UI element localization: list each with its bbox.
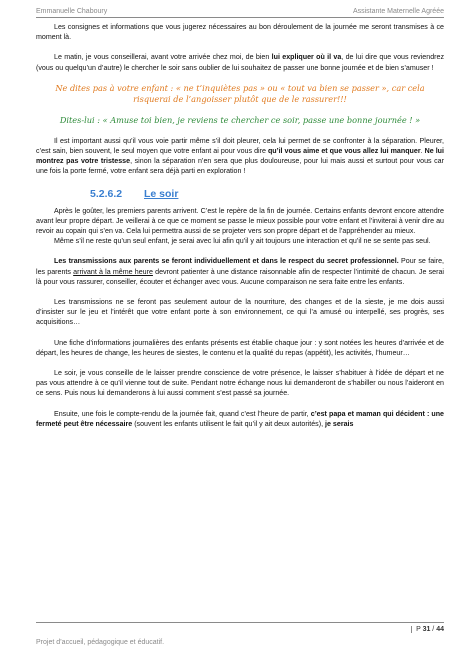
text-run: Pour se faire, les parents <box>36 257 444 276</box>
paragraph-transmissions <box>36 256 444 287</box>
paragraph-gouter: Après le goûter, les premiers parents arrivent. C’est le repère de la fin de journée. Certains enfants devront encore attendre avant leur propre départ. Je veillerai à ce que ce moment se passe le mieux possible pour votre enfant et l’inviterai à venir dire au revoir au copain qui s’en va. Cela lui permettra aussi de se projeter vers son propre départ et de l’appréhender au mieux. <box>36 206 444 236</box>
text-run: , de lui dire que vous reviendrez (vous ou quelqu’un d’autre) le chercher le soir sans oublier de lui souhaitez de passer une bonne journée et de bien s’amuser ! <box>36 53 444 72</box>
paragraph-fiche: Une fiche d’informations journalières des enfants présents est établie chaque jour : y sont notées les heures d’arrivée et de départ, les heures de change, les heures de siestes, le contenu et la qualité du repas (appétit), les activités, l’humeur… <box>36 338 444 357</box>
text-run: Ensuite, une fois le compte-rendu de la journée fait, quand c’est l’heure de partir, <box>54 409 311 418</box>
text-run: Il est important aussi qu’il vous voie partir même s’il doit pleurer, cela lui permet de se confronter à la séparation. Pleurer, c’est sain, bien souvent, le seul moyen que votre enfant ai pour vous dire <box>36 136 444 156</box>
quote-advice: Dites-lui : « Amuse toi bien, je reviens te chercher ce soir, passe une bonne journée ! » <box>59 114 421 125</box>
section-title: Le soir <box>144 187 179 200</box>
paragraph-matin <box>36 52 444 72</box>
bold-run: Ne lui montrez pas votre tristesse <box>36 147 444 166</box>
text-run: . <box>420 147 425 156</box>
paragraph-depart <box>36 409 444 429</box>
header-role: Assistante Maternelle Agréée <box>352 8 444 15</box>
header-author: Emmanuelle Chaboury <box>36 8 108 15</box>
bold-run: lui expliquer où il va <box>271 53 342 62</box>
page-current: 31 <box>422 626 431 633</box>
paragraph-consignes: Les consignes et informations que vous jugerez nécessaires au bon déroulement de la journée me seront transmises à ce moment là. <box>36 23 444 42</box>
page-header <box>36 8 444 18</box>
bold-run: c’est papa et maman qui décident : une fermeté peut être nécessaire <box>36 409 444 428</box>
text-run: devront patienter à une distance raisonnable afin de respecter l’intimité de chacun. Je serai là pour vous rassurer, conseiller, écouter et échanger avec vous. Aucune comparaison ne sera faite entre les enfants. <box>36 267 444 286</box>
paragraph-jeu: Les transmissions ne se feront pas seulement autour de la nourriture, des changes et de la sieste, je me dois aussi d’insister sur le jeu et l’intérêt que votre enfant porte à son environnement, ce qui l’a amusé ou interpellé, ses progrès, ses acquisitions… <box>36 298 444 327</box>
footer-project-title: Projet d’accueil, pédagogique et éducatif. <box>36 639 165 646</box>
section-heading <box>90 187 444 201</box>
bold-run: Les transmissions aux parents se feront individuellement et dans le respect du secret professionnel. <box>54 257 399 266</box>
text-run: Le matin, je vous conseillerai, avant votre arrivée chez moi, de bien <box>54 53 272 62</box>
text-run: , sinon la séparation n’en sera que plus douloureuse, pour lui mais aussi et surtout pour vous car une fois la porte fermé, votre enfant sera déjà parti en exploration ! <box>36 157 444 176</box>
page-total: 44 <box>436 626 444 633</box>
page-number <box>411 626 444 633</box>
bold-run: je serais <box>325 419 354 428</box>
page-body <box>36 22 444 429</box>
page-prefix: P <box>416 626 423 633</box>
bold-run: qu’il vous aime et que vous allez lui manquer <box>267 147 421 156</box>
paragraph-soir: Le soir, je vous conseille de le laisser prendre conscience de votre présence, le laisser s’habituer à l’idée de départ et ne pas vous attendre à ce qu’il vienne tout de suite. Pendant notre échange nous lui demanderont de s’habiller ou nous l’aideront en ce sens. Puis nous lui demanderons à lui aussi comment s’est passé sa journée. <box>36 369 444 398</box>
paragraph-seul-enfant: Même s’il ne reste qu’un seul enfant, je serai avec lui afin qu’il y ait toujours une interaction et qu’il ne se sente pas seul. <box>54 237 431 246</box>
text-run: (souvent les enfants utilisent le fait qu’il y ait deux autorités), <box>132 419 326 428</box>
quote-warning: Ne dites pas à votre enfant : « ne t’inquiètes pas » ou « tout va bien se passer », car cela risquerai de l’angoisser plutôt que de le rassurer!!! <box>55 82 425 104</box>
section-number: 5.2.6.2 <box>90 187 123 200</box>
page-footer <box>36 622 444 646</box>
underlined-run: arrivant à la même heure <box>73 267 153 276</box>
paragraph-separation <box>36 136 444 177</box>
page-separator: / <box>430 626 437 633</box>
